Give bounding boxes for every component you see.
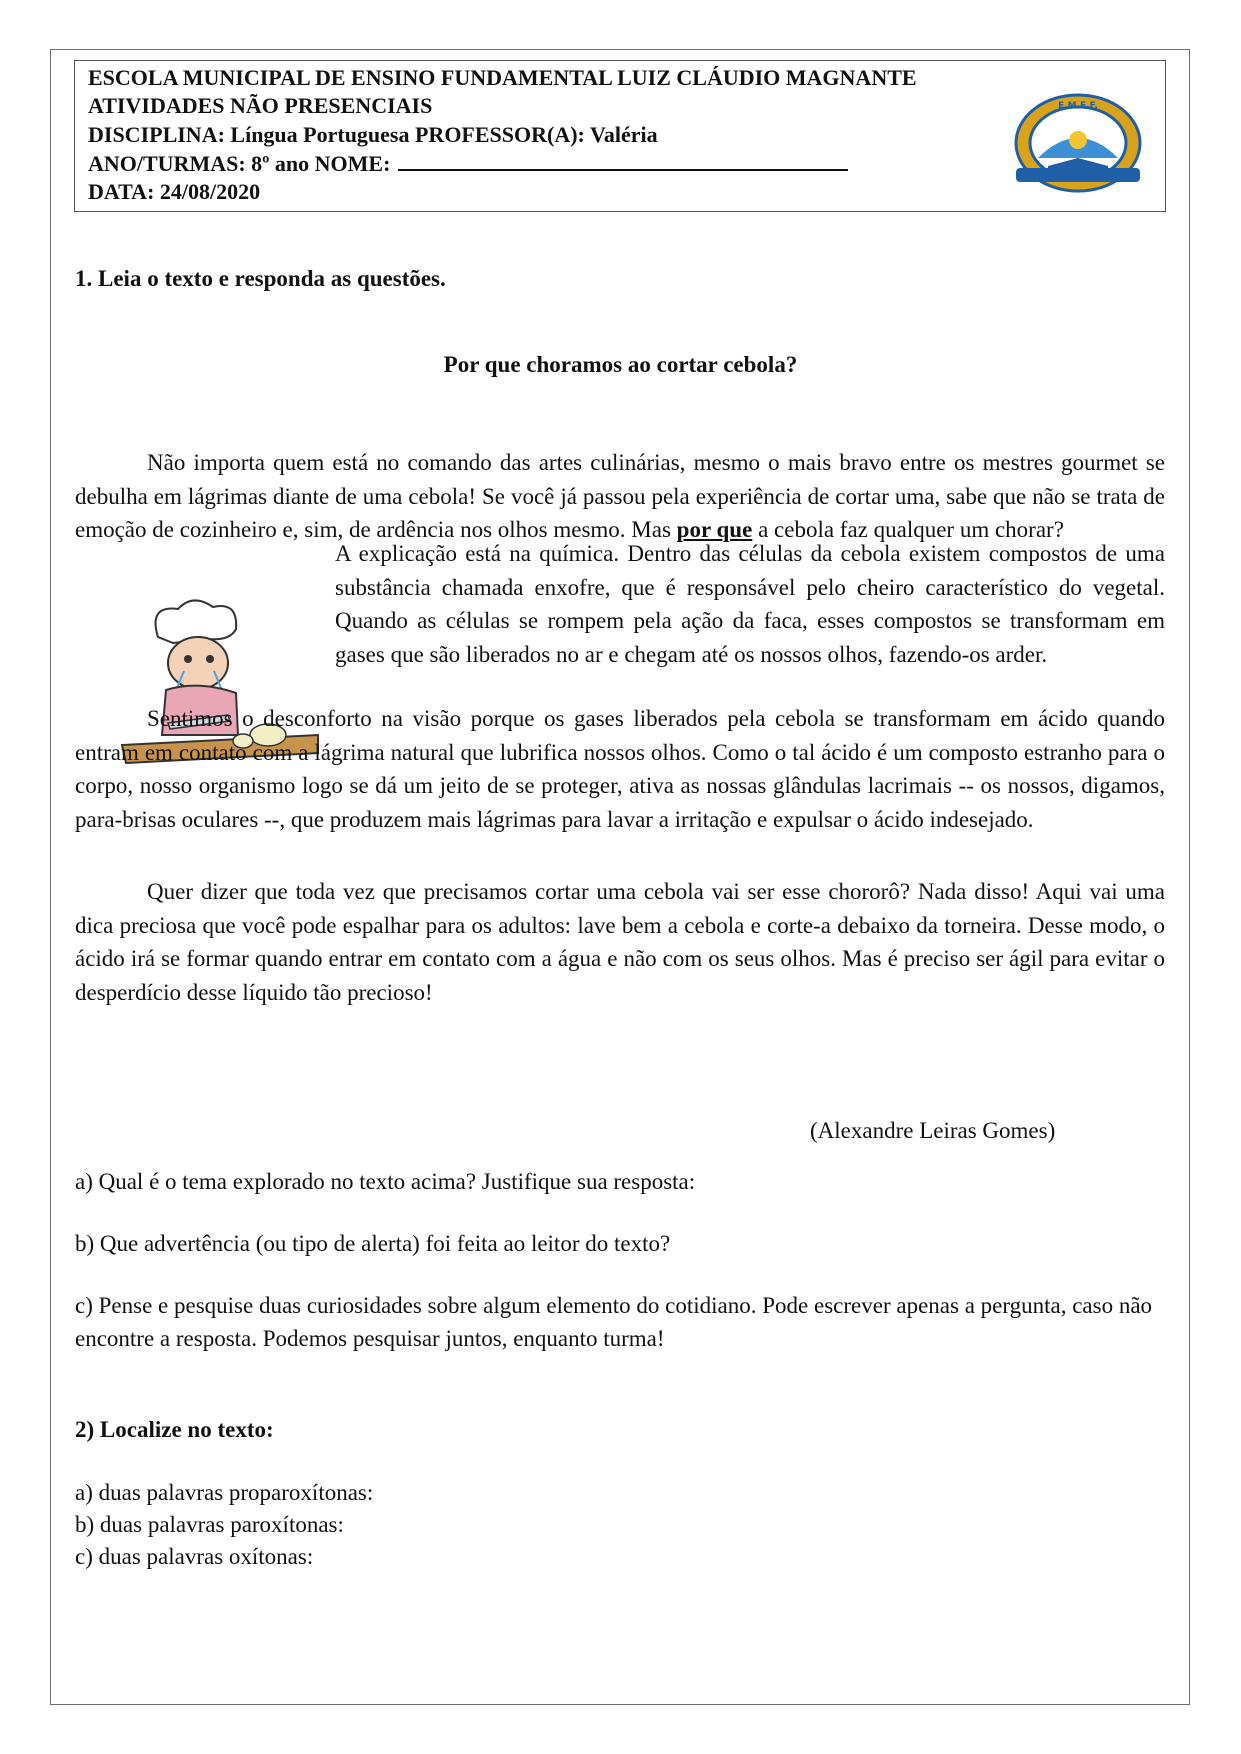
text-title: Por que choramos ao cortar cebola?: [443, 352, 798, 377]
question-2c: c) duas palavras oxítonas:: [75, 1544, 314, 1569]
question-1b: b) Que advertência (ou tipo de alerta) foi feita ao leitor do texto?: [75, 1231, 671, 1256]
question-2a: a) duas palavras proparoxítonas:: [75, 1480, 374, 1505]
paragraph-3: Sentimos o desconforto na visão porque os gases liberados pela cebola se transformam em ácido quando entram em contato com a lágrima natural que lubrifica nossos olhos. Como o tal ácido é um composto estranho para o corpo, nosso organismo logo se dá um jeito de se proteger, ativa as nossas glândulas lacrimais -- os nossos, digamos, para-brisas oculares --, que produzem mais lágrimas para lavar a irritação e expulsar o ácido indesejado.: [75, 706, 1165, 832]
paragraph-1-text: Não importa quem está no comando das artes culinárias, mesmo o mais bravo entre os mestres gourmet se debulha em lágrimas diante de uma cebola! Se você já passou pela experiência de cortar uma, sabe que não se trata de emoção de cozinheiro e, sim, de ardência nos olhos mesmo. Mas: [75, 450, 1165, 542]
name-blank: [398, 149, 848, 171]
date-line: DATA: 24/08/2020: [88, 179, 261, 204]
paragraph-4: Quer dizer que toda vez que precisamos cortar uma cebola vai ser esse chororô? Nada disso! Aqui vai uma dica preciosa que você pode espalhar para os adultos: lave bem a cebola e corte-a debaixo da torneira. Desse modo, o ácido irá se formar quando entrar em contato com a água e não com os seus olhos. Mas é preciso ser ágil para evitar o desperdício desse líquido tão precioso!: [75, 879, 1165, 1005]
school-logo-icon: [1008, 88, 1148, 198]
school-name: ESCOLA MUNICIPAL DE ENSINO FUNDAMENTAL LUIZ CLÁUDIO MAGNANTE: [88, 65, 917, 90]
subject-teacher: DISCIPLINA: Língua Portuguesa PROFESSOR(A): Valéria: [88, 122, 658, 147]
paragraph-1-end: a cebola faz qualquer um chorar?: [752, 517, 1064, 542]
paragraph-2: A explicação está na química. Dentro das células da cebola existem compostos de uma substância chamada enxofre, que é responsável pelo cheiro característico do vegetal. Quando as células se rompem pela ação da faca, esses compostos se transformam em gases que são liberados no ar e chegam até os nossos olhos, fazendo-os arder.: [335, 541, 1165, 667]
question-1a: a) Qual é o tema explorado no texto acima? Justifique sua resposta:: [75, 1169, 696, 1194]
svg-text:E.M.E.F.: E.M.E.F.: [1058, 101, 1098, 111]
author: (Alexandre Leiras Gomes): [810, 1118, 1056, 1143]
question2-prompt: 2) Localize no texto:: [75, 1417, 274, 1442]
question-2b: b) duas palavras paroxítonas:: [75, 1512, 344, 1537]
class-name-label: ANO/TURMAS: 8º ano NOME:: [88, 151, 391, 176]
question-1c: c) Pense e pesquise duas curiosidades sobre algum elemento do cotidiano. Pode escrever apenas a pergunta, caso não encontre a resposta. Podemos pesquisar juntos, enquanto turma!: [75, 1293, 1153, 1351]
paragraph-1-emphasis: por que: [676, 517, 753, 542]
class-name-line: [88, 149, 848, 178]
activity-type: ATIVIDADES NÃO PRESENCIAIS: [88, 93, 433, 118]
question1-prompt: 1. Leia o texto e responda as questões.: [75, 266, 446, 291]
paragraph-1: [75, 446, 1165, 547]
